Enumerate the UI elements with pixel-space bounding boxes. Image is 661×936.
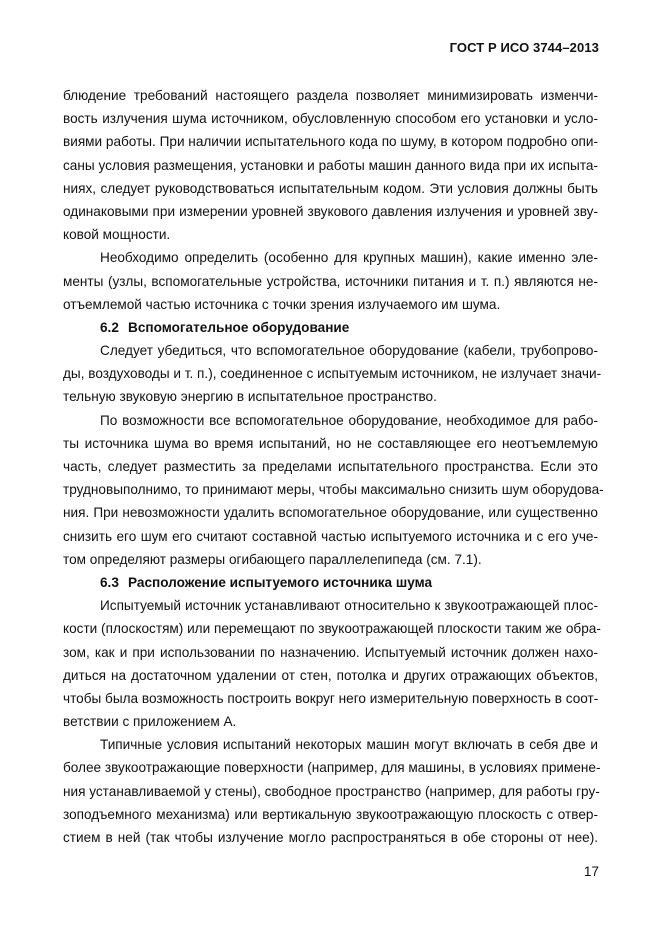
text-line: ды, воздуховоды и т. п.), соединенное с испытуемым источником, не излучает значи- xyxy=(63,366,602,382)
paragraph-source-placement-2 xyxy=(63,733,601,849)
text-line: ния. При невозможности удалить вспомогательное оборудование, или существенно xyxy=(63,505,598,521)
text-line: одинаковыми при измерении уровней звукового давления излучения и уровней зву- xyxy=(63,203,598,219)
text-line: ты источника шума во время испытаний, но не составляющее его неотъемлемую xyxy=(63,435,598,451)
text-line: снизить его шум его считают составной частью испытуемого источника и с его уче- xyxy=(63,528,598,544)
text-line: зоподъемного механизма) или вертикальную звукоотражающую плоскость с отвер- xyxy=(63,806,598,822)
text-line: Испытуемый источник устанавливают относительно к звукоотражающей плос- xyxy=(100,598,598,614)
page-number: 17 xyxy=(583,864,599,879)
paragraph-components xyxy=(63,246,598,316)
section-title: Вспомогательное оборудование xyxy=(128,319,350,335)
section-number: 6.3 xyxy=(100,574,119,590)
section-title: Расположение испытуемого источника шума xyxy=(128,574,433,590)
text-line: отъемлемой частью источника с точки зрения излучаемого им шума. xyxy=(63,296,501,312)
text-line: том определяют размеры огибающего параллелепипеда (см. 7.1). xyxy=(63,551,482,567)
text-line: виями работы. При наличии испытательного кода по шуму, в котором подробно опи- xyxy=(63,134,599,150)
text-line: менты (узлы, вспомогательные устройства, источники питания и т. п.) являются не- xyxy=(63,273,598,289)
text-line: часть, следует разместить за пределами испытательного пространства. Если это xyxy=(63,459,598,474)
page-body xyxy=(63,84,604,849)
text-line: ния устанавливаемой у стены), свободное пространство (например, для работы гру- xyxy=(63,783,600,799)
text-line: стием в ней (так чтобы излучение могло распространяться в обе стороны от нее). xyxy=(63,830,598,845)
paragraph-source-placement-1 xyxy=(63,594,601,733)
text-line: более звукоотражающие поверхности (например, для машины, в условиях примене- xyxy=(63,760,601,776)
text-line: кости (плоскостям) или перемещают по звукоотражающей плоскости таким же обра- xyxy=(63,621,601,637)
document-header: ГОСТ Р ИСО 3744–2013 xyxy=(449,40,599,55)
text-line: ниях, следует руководствоваться испытательным кодом. Эти условия должны быть xyxy=(63,180,598,196)
text-line: вость излучения шума источником, обусловленную способом его установки и усло- xyxy=(63,111,598,127)
section-number: 6.2 xyxy=(100,319,119,335)
text-line: трудновыполнимо, то принимают меры, чтобы максимально снизить шум оборудова- xyxy=(63,482,604,498)
text-line: Типичные условия испытаний некоторых машин могут включать в себя две и xyxy=(100,737,598,753)
paragraph-auxiliary-equipment-2 xyxy=(63,409,604,571)
text-line: По возможности все вспомогательное оборудование, необходимое для рабо- xyxy=(100,412,598,428)
paragraph-continuation xyxy=(63,84,598,246)
text-line: ковой мощности. xyxy=(63,227,171,243)
section-heading-6-3 xyxy=(63,571,598,594)
text-line: Следует убедиться, что вспомогательное оборудование (кабели, трубопрово- xyxy=(100,343,598,359)
text-line: чтобы была возможность построить вокруг него измерительную поверхность в соот- xyxy=(63,690,599,706)
text-line: тельную звуковую энергию в испытательное пространство. xyxy=(63,389,437,405)
text-line: саны условия размещения, установки и работы машин данного вида при их испыта- xyxy=(63,157,598,173)
text-line: зом, как и при использовании по назначению. Испытуемый источник должен нахо- xyxy=(63,644,598,660)
section-heading-6-2 xyxy=(63,316,598,339)
text-line: блюдение требований настоящего раздела позволяет минимизировать изменчи- xyxy=(63,88,598,103)
text-line: диться на достаточном удалении от стен, потолка и других отражающих объектов, xyxy=(63,667,598,683)
text-line: Необходимо определить (особенно для крупных машин), какие именно эле- xyxy=(100,250,598,266)
paragraph-auxiliary-equipment-1 xyxy=(63,339,602,409)
text-line: ветствии с приложением А. xyxy=(63,714,237,730)
